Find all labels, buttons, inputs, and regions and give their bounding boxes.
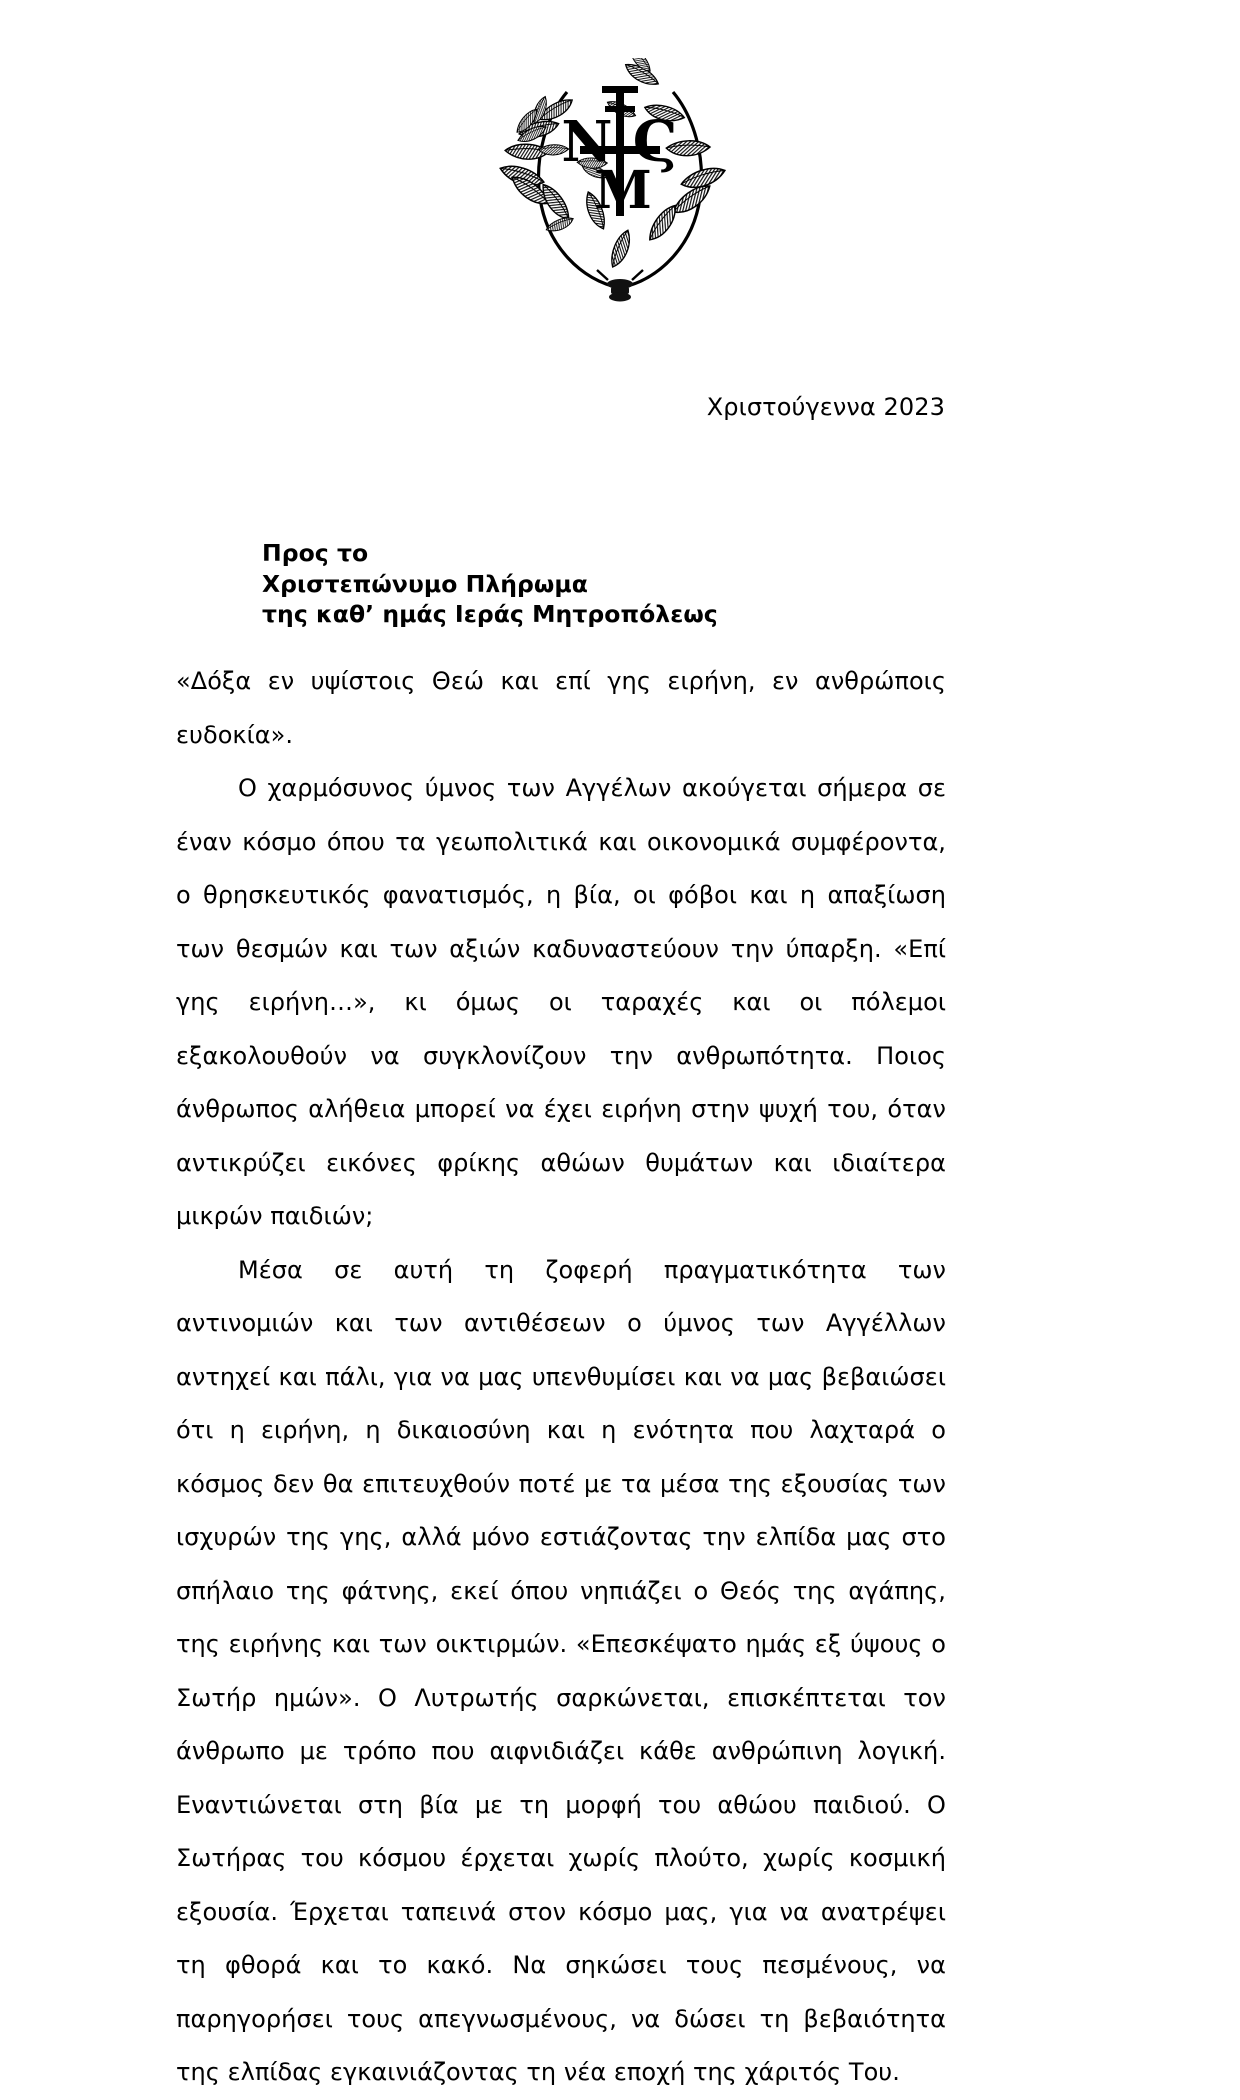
addressee-line-1: Προς το xyxy=(262,539,369,567)
addressee-line-3: της καθ’ ημάς Ιεράς Μητροπόλεως xyxy=(262,600,718,628)
paragraph-3: Μέσα σε αυτή τη ζοφερή πραγματικότητα των αντινομιών και των αντιθέσεων ο ύμνος των Αγγέλλων αντηχεί και πάλι, για να μας υπενθυμίσει και να μας βεβαιώσει ότι η ειρήνη, η δικαιοσύνη και η ενότητα που λαχταρά ο κόσμος δεν θα επιτευχθούν ποτέ με τα μέσα της εξουσίας των ισχυρών της γης, αλλά μόνο εστιάζοντας την ελπίδα μας στο σπήλαιο της φάτνης, εκεί όπου νηπιάζει ο Θεός της αγάπης, της ειρήνης και των οικτιρμών. «Επεσκέψατο ημάς εξ ύψους ο Σωτήρ ημών». Ο Λυτρωτής σαρκώνεται, επισκέπτεται τον άνθρωπο με τρόπο που αιφνιδιάζει κάθε ανθρώπινη λογική. Εναντιώνεται στη βία με τη μορφή του αθώου παιδιού. Ο Σωτήρας του κόσμου έρχεται χωρίς πλούτο, χωρίς κοσμική εξουσία. Έρχεται ταπεινά στον κόσμο μας, για να ανατρέψει τη φθορά και το κακό. Να σηκώσει τους πεσμένους, να παρηγορήσει τους απεγνωσμένους, να δώσει τη βεβαιότητα της ελπίδας εγκαινιάζοντας τη νέα εποχή της χάριτός Του. xyxy=(176,1255,946,2086)
svg-text:Ϛ: Ϛ xyxy=(632,109,678,175)
addressee-block xyxy=(262,538,718,630)
addressee-line-2: Χριστεπώνυμο Πλήρωμα xyxy=(262,569,588,598)
paragraph-2: Ο χαρμόσυνος ύμνος των Αγγέλων ακούγεται σήμερα σε έναν κόσμο όπου τα γεωπολιτικά και οικονομικά συμφέροντα, ο θρησκευτικός φανατισμός, η βία, οι φόβοι και η απαξίωση των θεσμών και των αξιών καδυναστεύουν την ύπαρξη. «Επί γης ειρήνη…», κι όμως οι ταραχές και οι πόλεμοι εξακολουθούν να συγκλονίζουν την ανθρωπότητα. Ποιος άνθρωπος αλήθεια μπορεί να έχει ειρήνη στην ψυχή του, όταν αντικρύζει εικόνες φρίκης αθώων θυμάτων και ιδιαίτερα μικρών παιδιών; xyxy=(176,774,946,1230)
wreath-knot-icon xyxy=(597,270,643,302)
date-line: Χριστούγεννα 2023 xyxy=(706,393,945,421)
svg-text:Μ: Μ xyxy=(594,160,652,221)
letter-body xyxy=(176,655,946,2100)
laurel-wreath-monogram-emblem xyxy=(495,58,745,303)
svg-text:Ν: Ν xyxy=(561,109,613,175)
emblem-container xyxy=(0,58,1240,303)
paragraph-1: «Δόξα εν υψίστοις Θεώ και επί γης ειρήνη, εν ανθρώποις ευδοκία». xyxy=(176,667,946,749)
